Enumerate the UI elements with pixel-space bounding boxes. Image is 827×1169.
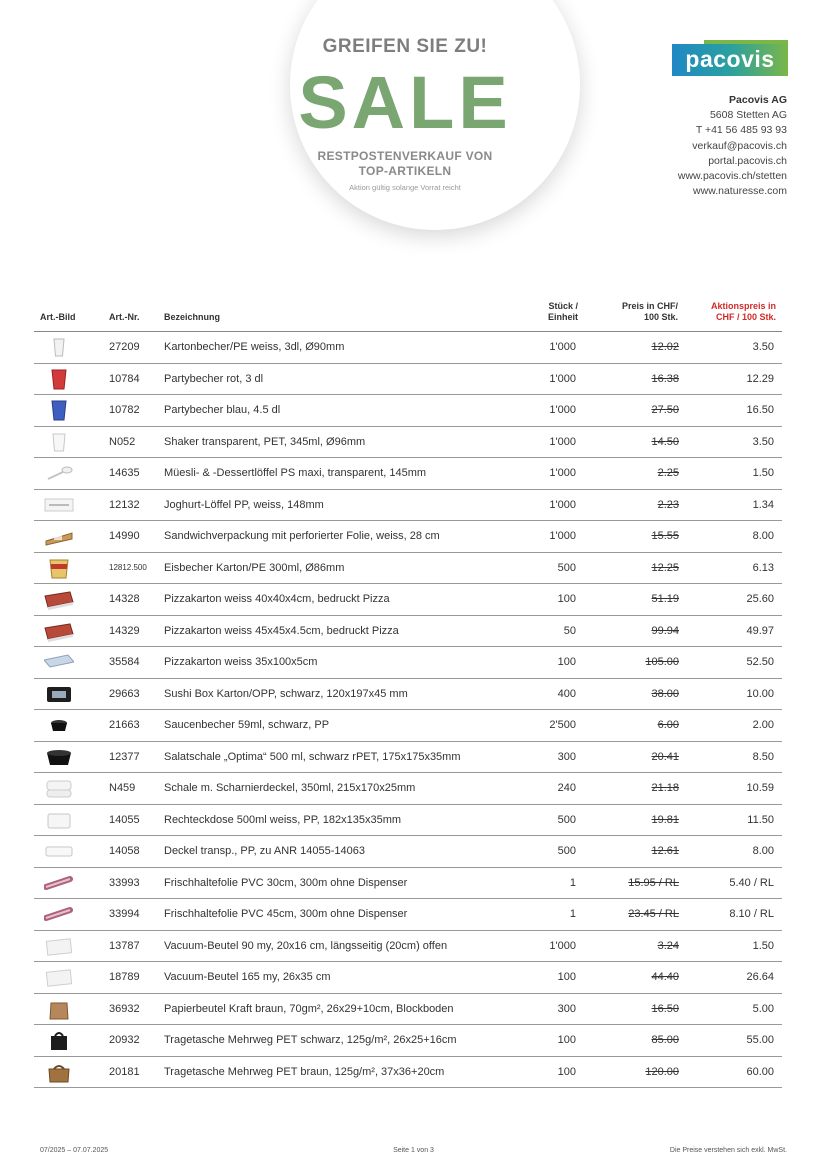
unit-quantity: 1'000	[534, 395, 584, 427]
original-price: 19.81	[651, 813, 679, 826]
product-image-cell	[34, 426, 109, 458]
product-image-cell	[34, 489, 109, 521]
article-number: 12812.500	[109, 552, 164, 584]
original-price: 44.40	[651, 971, 679, 984]
article-number: 14329	[109, 615, 164, 647]
table-row	[34, 647, 782, 679]
article-number: 14635	[109, 458, 164, 490]
table-row	[34, 678, 782, 710]
original-price-cell	[584, 773, 684, 805]
product-description: Pizzakarton weiss 45x45x4.5cm, bedruckt Pizza	[164, 615, 534, 647]
article-number: N459	[109, 773, 164, 805]
original-price: 3.24	[657, 939, 679, 952]
product-description: Rechteckdose 500ml weiss, PP, 182x135x35mm	[164, 804, 534, 836]
unit-quantity: 1'000	[534, 930, 584, 962]
original-price: 15.55	[651, 530, 679, 543]
article-number: 33994	[109, 899, 164, 931]
unit-quantity: 1'000	[534, 521, 584, 553]
article-number: 27209	[109, 332, 164, 364]
action-price: 12.29	[684, 363, 782, 395]
table-row	[34, 521, 782, 553]
product-thumbnail-spoon	[44, 462, 74, 484]
product-description: Sushi Box Karton/OPP, schwarz, 120x197x45 mm	[164, 678, 534, 710]
original-price-cell	[584, 741, 684, 773]
original-price: 16.38	[651, 372, 679, 385]
table-row	[34, 458, 782, 490]
unit-quantity: 100	[534, 962, 584, 994]
article-number: 18789	[109, 962, 164, 994]
company-email[interactable]: verkauf@pacovis.ch	[692, 139, 787, 152]
article-number: 12377	[109, 741, 164, 773]
original-price: 120.00	[645, 1065, 679, 1078]
product-image-cell	[34, 678, 109, 710]
article-number: 29663	[109, 678, 164, 710]
original-price-cell	[584, 552, 684, 584]
table-row	[34, 1025, 782, 1057]
logo-text: pacovis	[672, 44, 788, 76]
product-thumbnail-spoon-pack	[44, 494, 74, 516]
table-row	[34, 584, 782, 616]
header-action-price	[684, 294, 782, 332]
table-row	[34, 836, 782, 868]
unit-quantity: 500	[534, 836, 584, 868]
original-price: 85.00	[651, 1034, 679, 1047]
company-phone: T +41 56 485 93 93	[695, 124, 787, 137]
product-description: Salatschale „Optima“ 500 ml, schwarz rPET, 175x175x35mm	[164, 741, 534, 773]
product-description: Müesli- & -Dessertlöffel PS maxi, transparent, 145mm	[164, 458, 534, 490]
original-price-cell	[584, 710, 684, 742]
product-description: Frischhaltefolie PVC 45cm, 300m ohne Dispenser	[164, 899, 534, 931]
action-price: 8.00	[684, 836, 782, 868]
original-price: 6.00	[657, 719, 679, 732]
product-description: Papierbeutel Kraft braun, 70gm², 26x29+10cm, Blockboden	[164, 993, 534, 1025]
action-price: 10.00	[684, 678, 782, 710]
action-price: 55.00	[684, 1025, 782, 1057]
unit-quantity: 1'000	[534, 332, 584, 364]
table-row	[34, 962, 782, 994]
article-number: N052	[109, 426, 164, 458]
company-web-naturesse[interactable]: www.naturesse.com	[693, 185, 787, 198]
action-price: 16.50	[684, 395, 782, 427]
unit-quantity: 1'000	[534, 363, 584, 395]
table-row	[34, 804, 782, 836]
table-row	[34, 489, 782, 521]
unit-quantity: 1'000	[534, 426, 584, 458]
header-price	[584, 294, 684, 332]
product-image-cell	[34, 867, 109, 899]
product-image-cell	[34, 395, 109, 427]
unit-quantity: 240	[534, 773, 584, 805]
product-table	[34, 294, 782, 1088]
action-price: 5.00	[684, 993, 782, 1025]
original-price-cell	[584, 615, 684, 647]
product-thumbnail-pizza-box	[44, 588, 74, 610]
action-price: 8.10 / RL	[684, 899, 782, 931]
original-price-cell	[584, 836, 684, 868]
action-price: 26.64	[684, 962, 782, 994]
article-number: 36932	[109, 993, 164, 1025]
table-row	[34, 426, 782, 458]
product-thumbnail-ice-cup	[44, 557, 74, 579]
article-number: 33993	[109, 867, 164, 899]
table-row	[34, 552, 782, 584]
product-image-cell	[34, 962, 109, 994]
footer-date: 07/2025 – 07.07.2025	[40, 1147, 109, 1154]
article-number: 10782	[109, 395, 164, 427]
table-row	[34, 899, 782, 931]
header-image: Art.-Bild	[34, 294, 109, 332]
product-thumbnail-foil-roll	[44, 903, 74, 925]
original-price: 27.50	[651, 404, 679, 417]
original-price: 12.61	[651, 845, 679, 858]
product-image-cell	[34, 647, 109, 679]
original-price-cell	[584, 930, 684, 962]
action-price: 3.50	[684, 332, 782, 364]
original-price-cell	[584, 363, 684, 395]
original-price: 105.00	[645, 656, 679, 669]
sale-title: SALE	[298, 61, 512, 144]
header-article-number: Art.-Nr.	[109, 294, 164, 332]
table-row	[34, 395, 782, 427]
footer-page-number: Seite 1 von 3	[393, 1147, 434, 1154]
original-price: 23.45 / RL	[628, 908, 679, 921]
original-price-cell	[584, 489, 684, 521]
product-description: Pizzakarton weiss 35x100x5cm	[164, 647, 534, 679]
original-price: 21.18	[651, 782, 679, 795]
product-description: Sandwichverpackung mit perforierter Folie, weiss, 28 cm	[164, 521, 534, 553]
product-description: Saucenbecher 59ml, schwarz, PP	[164, 710, 534, 742]
original-price-cell	[584, 395, 684, 427]
header-price-line1: Preis in CHF/	[621, 301, 678, 311]
product-image-cell	[34, 804, 109, 836]
footer-vat-note: Die Preise verstehen sich exkl. MwSt.	[669, 1147, 787, 1154]
table-row	[34, 930, 782, 962]
table-row	[34, 867, 782, 899]
product-image-cell	[34, 458, 109, 490]
product-thumbnail-sauce-cup	[44, 714, 74, 736]
product-description: Partybecher blau, 4.5 dl	[164, 395, 534, 427]
table-row	[34, 710, 782, 742]
original-price-cell	[584, 647, 684, 679]
unit-quantity: 100	[534, 647, 584, 679]
product-description: Deckel transp., PP, zu ANR 14055-14063	[164, 836, 534, 868]
action-price: 6.13	[684, 552, 782, 584]
table-row	[34, 615, 782, 647]
product-description: Kartonbecher/PE weiss, 3dl, Ø90mm	[164, 332, 534, 364]
company-address: 5608 Stetten AG	[709, 109, 787, 122]
product-image-cell	[34, 741, 109, 773]
sale-subtitle	[290, 149, 520, 179]
product-thumbnail-vacuum-bag	[44, 966, 74, 988]
action-price: 49.97	[684, 615, 782, 647]
product-description: Pizzakarton weiss 40x40x4cm, bedruckt Pizza	[164, 584, 534, 616]
original-price: 51.19	[651, 593, 679, 606]
unit-quantity: 2'500	[534, 710, 584, 742]
product-image-cell	[34, 332, 109, 364]
sale-subtitle-line2: TOP-ARTIKELN	[358, 164, 452, 178]
product-thumbnail-vacuum-bag	[44, 935, 74, 957]
action-price: 60.00	[684, 1056, 782, 1088]
company-info	[678, 93, 787, 199]
original-price: 38.00	[651, 687, 679, 700]
original-price-cell	[584, 1056, 684, 1088]
product-image-cell	[34, 1025, 109, 1057]
product-description: Tragetasche Mehrweg PET schwarz, 125g/m², 26x25+16cm	[164, 1025, 534, 1057]
product-description: Partybecher rot, 3 dl	[164, 363, 534, 395]
unit-quantity: 1	[534, 867, 584, 899]
unit-quantity: 50	[534, 615, 584, 647]
unit-quantity: 1	[534, 899, 584, 931]
product-thumbnail-cup-white	[44, 336, 74, 358]
action-price: 1.34	[684, 489, 782, 521]
original-price: 16.50	[651, 1002, 679, 1015]
unit-quantity: 300	[534, 741, 584, 773]
original-price-cell	[584, 1025, 684, 1057]
product-thumbnail-tote-brown	[44, 1061, 74, 1083]
original-price-cell	[584, 867, 684, 899]
table-row	[34, 741, 782, 773]
table-row	[34, 332, 782, 364]
table-row	[34, 1056, 782, 1088]
product-thumbnail-rect-box	[44, 809, 74, 831]
original-price-cell	[584, 426, 684, 458]
original-price: 15.95 / RL	[628, 876, 679, 889]
product-image-cell	[34, 993, 109, 1025]
original-price: 99.94	[651, 624, 679, 637]
product-image-cell	[34, 836, 109, 868]
product-thumbnail-sushi-box	[44, 683, 74, 705]
action-price: 11.50	[684, 804, 782, 836]
product-image-cell	[34, 521, 109, 553]
action-price: 1.50	[684, 930, 782, 962]
original-price-cell	[584, 458, 684, 490]
product-image-cell	[34, 552, 109, 584]
header-quantity-line1: Stück /	[548, 301, 578, 311]
action-price: 25.60	[684, 584, 782, 616]
product-description: Schale m. Scharnierdeckel, 350ml, 215x170x25mm	[164, 773, 534, 805]
original-price: 2.25	[657, 467, 679, 480]
unit-quantity: 300	[534, 993, 584, 1025]
unit-quantity: 400	[534, 678, 584, 710]
company-name: Pacovis AG	[729, 94, 787, 106]
product-thumbnail-salad-bowl	[44, 746, 74, 768]
product-description: Tragetasche Mehrweg PET braun, 125g/m², 37x36+20cm	[164, 1056, 534, 1088]
table-header-row	[34, 294, 782, 332]
action-price: 3.50	[684, 426, 782, 458]
header-description: Bezeichnung	[164, 294, 534, 332]
article-number: 14055	[109, 804, 164, 836]
product-image-cell	[34, 1056, 109, 1088]
original-price-cell	[584, 962, 684, 994]
unit-quantity: 500	[534, 804, 584, 836]
product-thumbnail-long-box	[44, 651, 74, 673]
original-price: 12.02	[651, 341, 679, 354]
product-thumbnail-sandwich	[44, 525, 74, 547]
article-number: 20181	[109, 1056, 164, 1088]
sale-validity-note: Aktion gültig solange Vorrat reicht	[349, 183, 461, 192]
original-price-cell	[584, 332, 684, 364]
product-description: Shaker transparent, PET, 345ml, Ø96mm	[164, 426, 534, 458]
action-price: 1.50	[684, 458, 782, 490]
table-row	[34, 993, 782, 1025]
product-thumbnail-cup-clear	[44, 431, 74, 453]
action-price: 8.50	[684, 741, 782, 773]
pacovis-logo	[672, 40, 788, 76]
original-price: 20.41	[651, 750, 679, 763]
product-description: Frischhaltefolie PVC 30cm, 300m ohne Dispenser	[164, 867, 534, 899]
article-number: 12132	[109, 489, 164, 521]
product-image-cell	[34, 930, 109, 962]
product-thumbnail-hinged-tray	[44, 777, 74, 799]
action-price: 10.59	[684, 773, 782, 805]
product-description: Eisbecher Karton/PE 300ml, Ø86mm	[164, 552, 534, 584]
article-number: 21663	[109, 710, 164, 742]
article-number: 13787	[109, 930, 164, 962]
unit-quantity: 500	[534, 552, 584, 584]
product-image-cell	[34, 584, 109, 616]
product-image-cell	[34, 710, 109, 742]
table-row	[34, 363, 782, 395]
header-quantity-line2: Einheit	[547, 312, 578, 322]
sale-headline: GREIFEN SIE ZU!	[322, 36, 488, 57]
table-row	[34, 773, 782, 805]
product-thumbnail-pizza-box	[44, 620, 74, 642]
article-number: 14058	[109, 836, 164, 868]
unit-quantity: 100	[534, 1056, 584, 1088]
action-price: 52.50	[684, 647, 782, 679]
header-price-line2: 100 Stk.	[643, 312, 678, 322]
product-image-cell	[34, 773, 109, 805]
company-portal[interactable]: portal.pacovis.ch	[708, 154, 787, 167]
unit-quantity: 1'000	[534, 458, 584, 490]
original-price-cell	[584, 521, 684, 553]
product-image-cell	[34, 899, 109, 931]
product-thumbnail-cup-red	[44, 368, 74, 390]
product-thumbnail-cup-blue	[44, 399, 74, 421]
action-price: 5.40 / RL	[684, 867, 782, 899]
original-price: 12.25	[651, 561, 679, 574]
header-action-line1: Aktionspreis in	[710, 301, 776, 311]
product-image-cell	[34, 363, 109, 395]
product-thumbnail-paper-bag	[44, 998, 74, 1020]
original-price-cell	[584, 993, 684, 1025]
action-price: 8.00	[684, 521, 782, 553]
article-number: 14328	[109, 584, 164, 616]
product-description: Joghurt-Löffel PP, weiss, 148mm	[164, 489, 534, 521]
product-image-cell	[34, 615, 109, 647]
company-web-stetten[interactable]: www.pacovis.ch/stetten	[677, 170, 787, 183]
article-number: 20932	[109, 1025, 164, 1057]
original-price: 2.23	[657, 498, 679, 511]
article-number: 35584	[109, 647, 164, 679]
article-number: 14990	[109, 521, 164, 553]
original-price-cell	[584, 804, 684, 836]
unit-quantity: 100	[534, 584, 584, 616]
header-action-line2: CHF / 100 Stk.	[715, 312, 776, 322]
original-price-cell	[584, 678, 684, 710]
header-quantity	[534, 294, 584, 332]
action-price: 2.00	[684, 710, 782, 742]
product-thumbnail-lid	[44, 840, 74, 862]
original-price-cell	[584, 899, 684, 931]
sale-subtitle-line1: RESTPOSTENVERKAUF VON	[317, 149, 493, 163]
product-thumbnail-tote-black	[44, 1029, 74, 1051]
unit-quantity: 1'000	[534, 489, 584, 521]
product-description: Vacuum-Beutel 165 my, 26x35 cm	[164, 962, 534, 994]
product-thumbnail-foil-roll	[44, 872, 74, 894]
original-price: 14.50	[651, 435, 679, 448]
unit-quantity: 100	[534, 1025, 584, 1057]
original-price-cell	[584, 584, 684, 616]
article-number: 10784	[109, 363, 164, 395]
product-description: Vacuum-Beutel 90 my, 20x16 cm, längsseitig (20cm) offen	[164, 930, 534, 962]
